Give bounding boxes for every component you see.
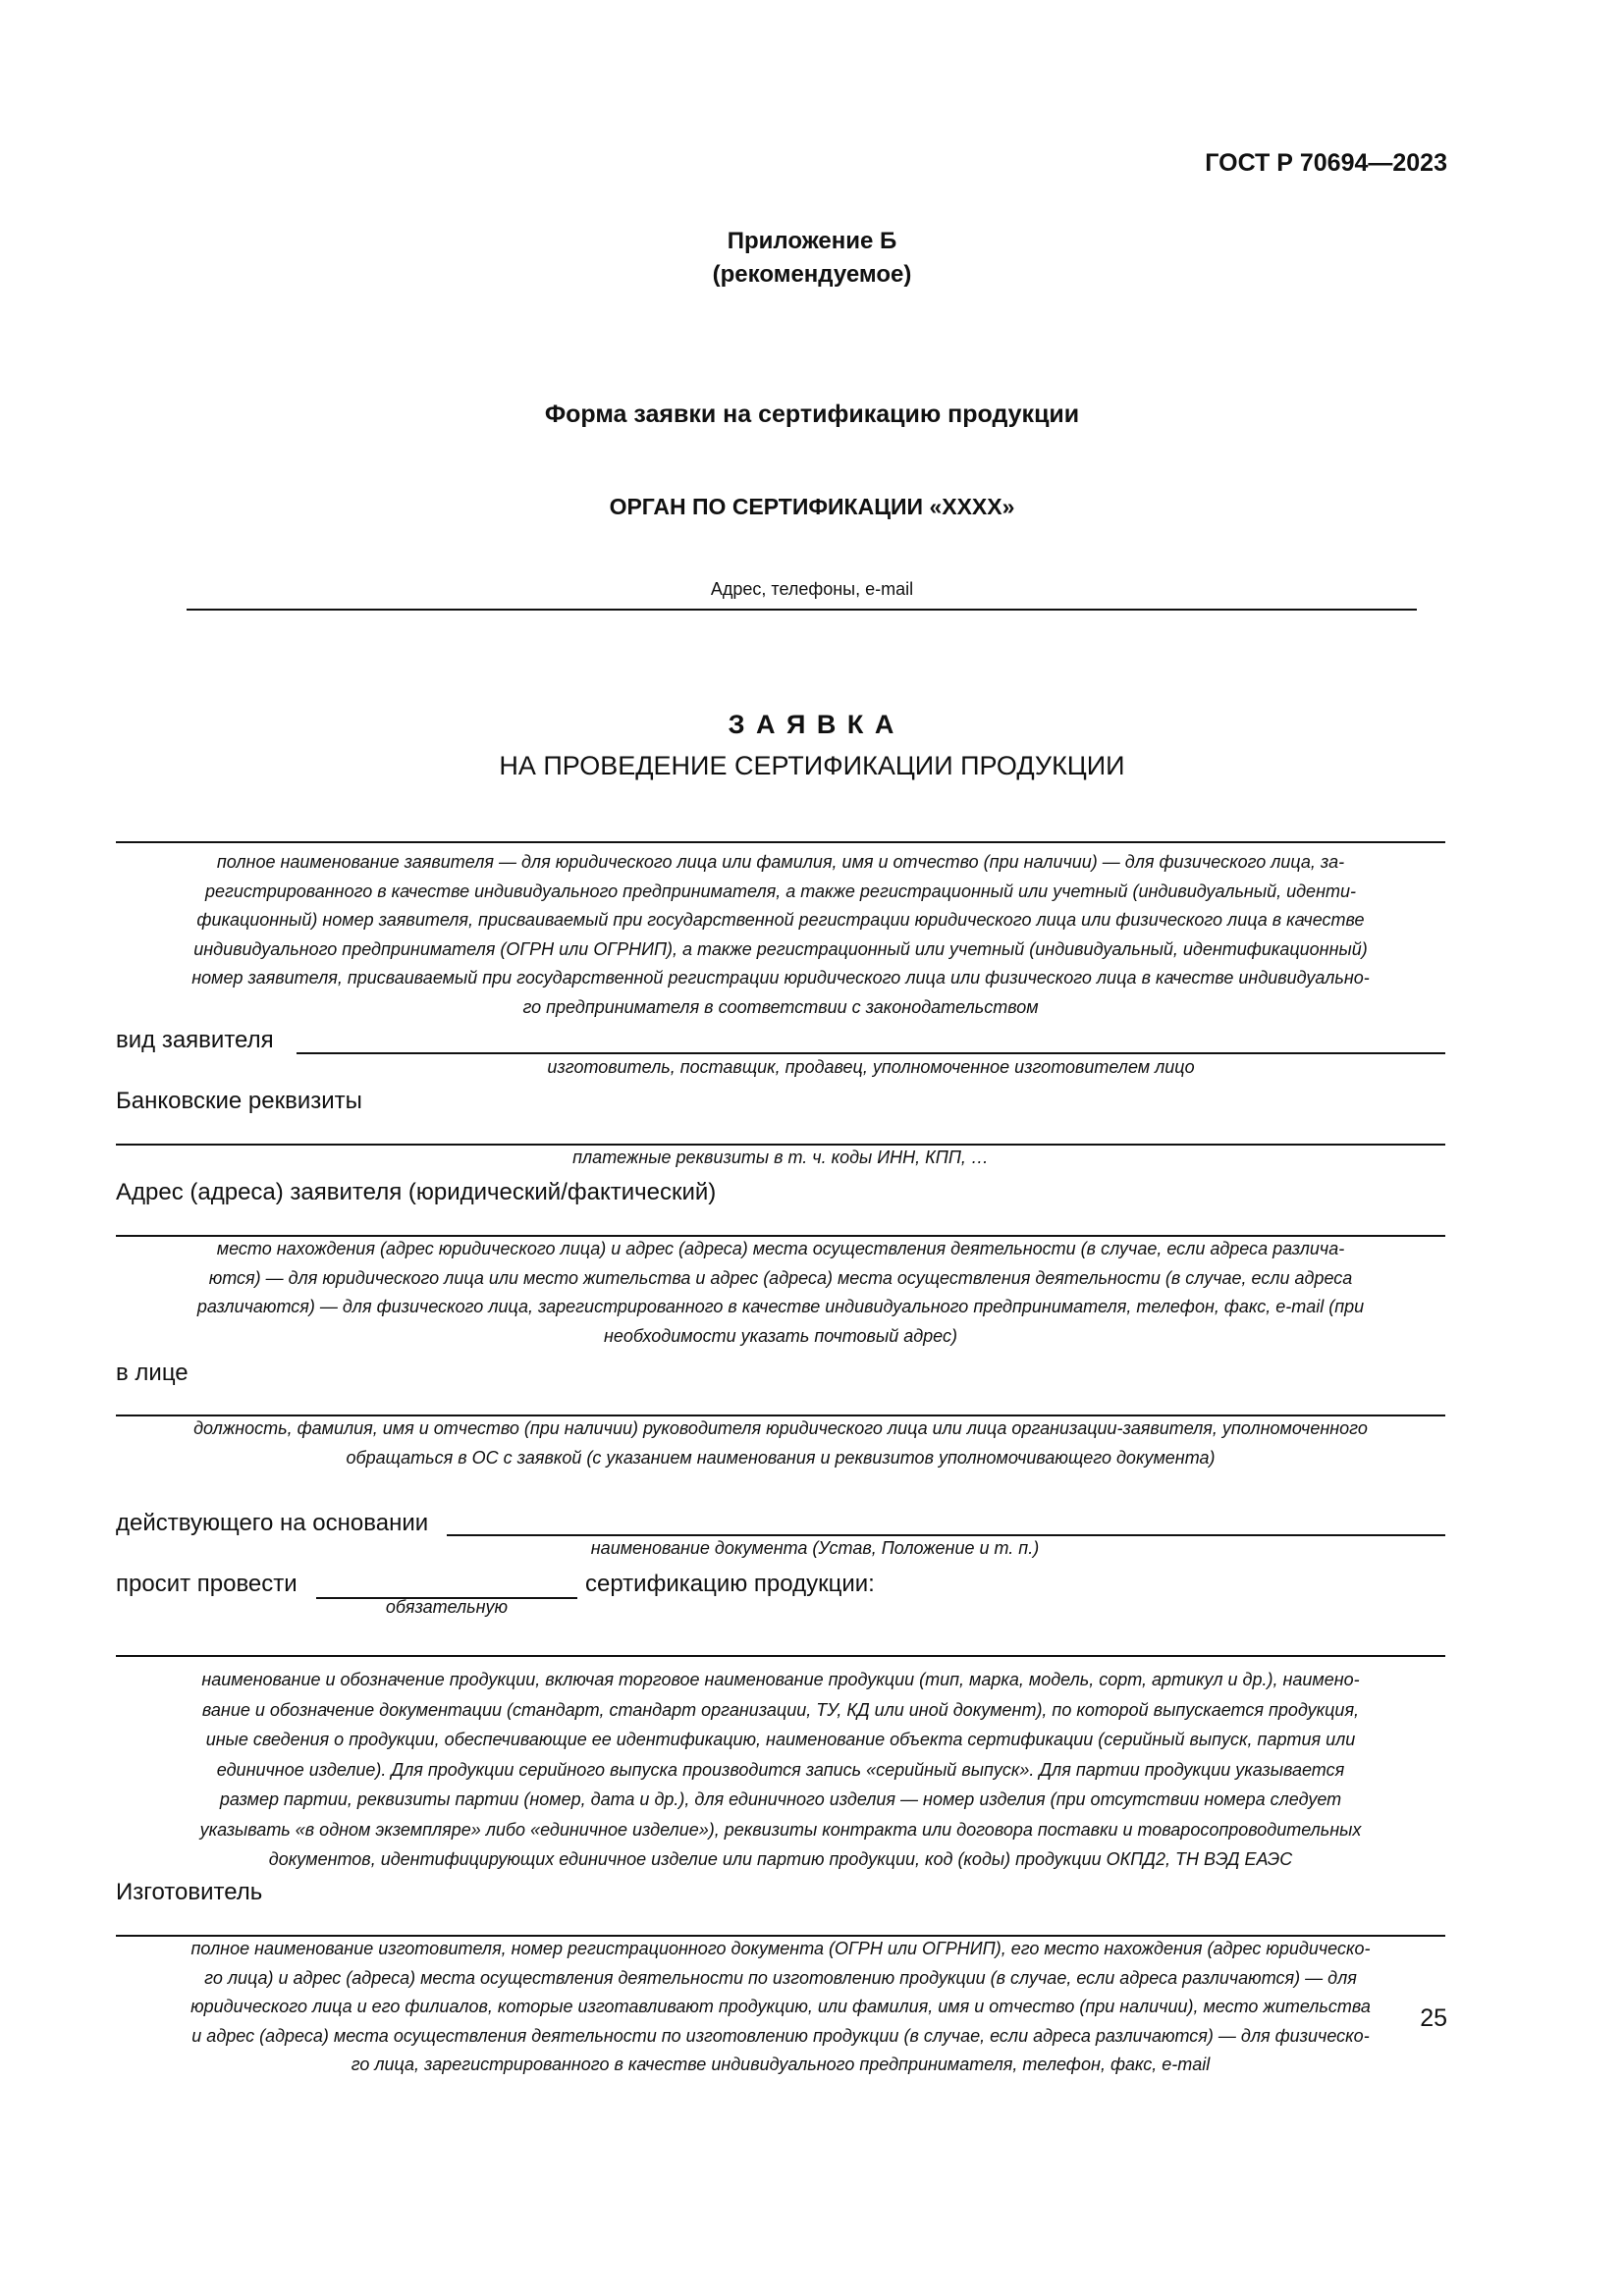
organ-address-caption: Адрес, телефоны, e-mail [710,579,914,599]
manufacturer-caption: полное наименование изготовителя, номер регистрационного документа (ОГРН или ОГРНИП), его место нахождения (адрес юридическо- го лица) и адрес (адреса) места осуществления деятельности по изготовлению продукции (в случае, если адреса различаются) — для юридического лица и его филиалов, которые изготавливают продукцию, или фамилия, имя и отчество (при наличии), место жительства и адрес (адреса) места осуществления деятельности по изготовлению продукции (в случае, если адреса различаются) — для физическо- го лица, зарегистрированного в качестве индивидуального предпринимателя, телефон, факс, e-mail [190,1939,1371,2074]
bank-caption: платежные реквизиты в т. ч. коды ИНН, КПП, … [572,1148,989,1167]
representative-label: в лице [116,1360,189,1386]
request-label-start: просит провести [116,1571,298,1597]
annex-title: Приложение Б [727,228,897,254]
annex-status: (рекомендуемое) [712,261,912,288]
address-caption: место нахождения (адрес юридического лица) и адрес (адреса) места осуществления деятельности (в случае, если адреса различа- ются) — для юридического лица или место жительства и адрес (адреса) места осуществления деятельности (в случае, если адреса различаются) — для физического лица, зарегистрированного в качестве индивидуального предпринимателя, телефон, факс, e-mail (при необходимости указать почтовый адрес) [196,1239,1365,1346]
standard-code: ГОСТ Р 70694—2023 [1205,149,1447,177]
bank-label: Банковские реквизиты [116,1088,362,1114]
request-blank-caption: обязательную [385,1597,509,1617]
applicant-name-line[interactable] [116,841,1445,843]
form-title: Форма заявки на сертификацию продукции [544,400,1080,428]
manufacturer-label: Изготовитель [116,1879,263,1905]
address-label: Адрес (адреса) заявителя (юридический/фактический) [116,1179,717,1205]
organ-name: ОРГАН ПО СЕРТИФИКАЦИИ «XXXX» [609,494,1015,519]
applicant-type-label: вид заявителя [116,1027,274,1053]
applicant-name-caption: полное наименование заявителя — для юридического лица или фамилия, имя и отчество (при наличии) — для физического лица, за- регистрированного в качестве индивидуального предпринимателя, а также регистрационный или учетный (индивидуальный, иденти- фикационный) номер заявителя, присваиваемый при государственной регистрации юридического лица или физического лица в качестве индивидуального предпринимателя (ОГРН или ОГРНИП), а также регистрационный или учетный (индивидуальный, идентификационный) номер заявителя, присваиваемый при государственной регистрации юридического лица или физического лица в качестве индивидуально- го предпринимателя в соответствии с законодательством [191,852,1370,1017]
page-number: 25 [1420,2004,1447,2032]
request-label-end: сертификацию продукции: [585,1571,875,1597]
application-subtitle: НА ПРОВЕДЕНИЕ СЕРТИФИКАЦИИ ПРОДУКЦИИ [499,751,1125,780]
application-title: З А Я В К А [728,710,896,739]
basis-caption: наименование документа (Устав, Положение и т. п.) [590,1538,1040,1558]
basis-label: действующего на основании [116,1510,429,1536]
applicant-type-caption: изготовитель, поставщик, продавец, уполномоченное изготовителем лицо [547,1057,1195,1077]
representative-caption: должность, фамилия, имя и отчество (при наличии) руководителя юридического лица или лица организации-заявителя, уполномоченного обращаться в ОС с заявкой (с указанием наименования и реквизитов уполномочивающего документа) [193,1418,1368,1468]
product-caption: наименование и обозначение продукции, включая торговое наименование продукции (тип, марка, модель, сорт, артикул и др.), наимено- вание и обозначение документации (стандарт, стандарт организации, ТУ, КД или иной документ), по которой выпускается продукция, иные сведения о продукции, обеспечивающие ее идентификацию, наименование объекта сертификации (серийный выпуск, партия или единичное изделие). Для продукции серийного выпуска производится запись «серийный выпуск». Для партии продукции указывается размер партии, реквизиты партии (номер, дата и др.), для единичного изделия — номер изделия (при отсутствии номера следует указывать «в одном экземпляре» либо «единичное изделие»), реквизиты контракта или договора поставки и товаросопроводительных документов, идентифицирующих единичное изделие или партию продукции, код (коды) продукции ОКПД2, ТН ВЭД ЕАЭС [199,1670,1362,1869]
organ-address-line [187,609,1417,611]
product-line[interactable] [116,1655,1445,1657]
